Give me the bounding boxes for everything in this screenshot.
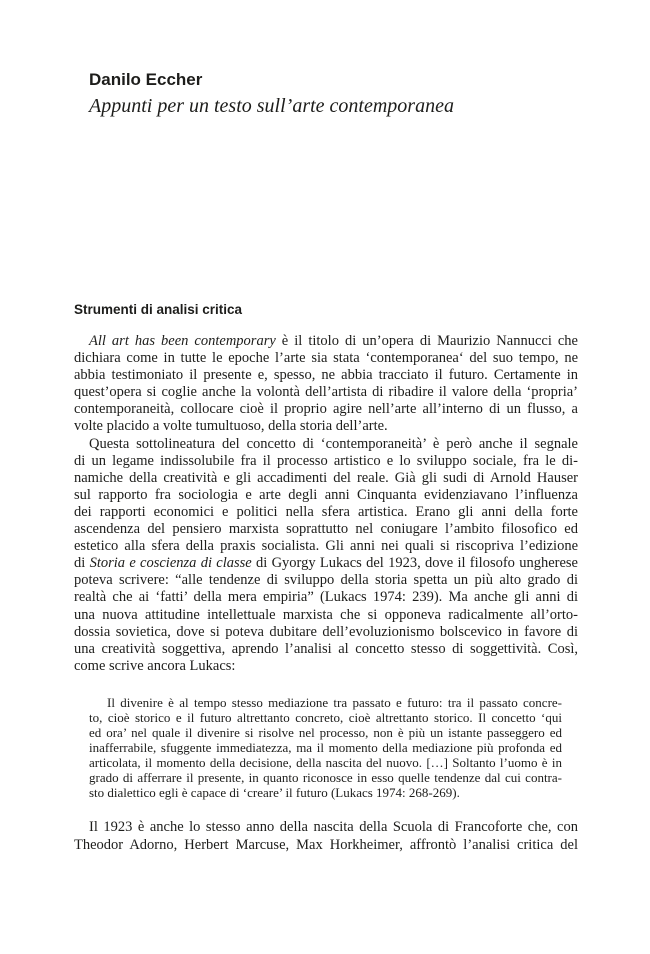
- text-line: di un legame indissolubile fra il processo artistico e lo sviluppo sociale, fra le di-: [74, 452, 578, 469]
- text-line: contemporaneità, collocare cioè il proprio agire nell’arte all’interno di un flusso, a: [74, 401, 578, 418]
- text-line: come scrive ancora Lukacs:: [74, 657, 236, 674]
- text-line: estetico alla sfera della praxis socialista. Gli anni nei quali si riscopriva l’edizione: [74, 538, 578, 555]
- text-line: Il 1923 è anche lo stesso anno della nascita della Scuola di Francoforte che, con: [89, 819, 578, 835]
- text-line: abbia testimoniato il presente e, spesso, ne abbia tracciato il futuro. Certamente in: [74, 367, 578, 384]
- text-line: articolata, il momento della decisione, della nascita del nuovo. […] Soltanto l’uomo è in: [89, 755, 562, 770]
- text-line: [74, 555, 578, 572]
- text-line: dei rapporti economici e politici nella sfera artistica. Erano gli anni della forte: [74, 503, 578, 520]
- text-line: ed ora’ nel quale il divenire si risolve nel processo, non è più un istante passeggero ed: [89, 725, 562, 740]
- paragraph-1: [74, 333, 578, 436]
- text-line: sul rapporto fra sociologia e arte degli anni Cinquanta evidenziavano l’influenza: [74, 486, 578, 503]
- section-heading: Strumenti di analisi critica: [74, 302, 243, 317]
- text-segment: è il titolo di un’opera di Maurizio Nannucci che: [275, 333, 578, 349]
- text-line: realtà che ai ‘fatti’ della mera empiria” (Lukacs 1974: 239). Ma anche gli anni di: [74, 589, 578, 606]
- italic-title-text: Storia e coscienza di classe: [89, 555, 252, 572]
- text-line: inafferrabile, sfuggente immediatezza, ma il momento della mediazione più profonda ed: [89, 740, 562, 755]
- author-name: Danilo Eccher: [89, 70, 203, 89]
- text-line: quest’opera si coglie anche la volontà dell’artista di ribadire il valore della ‘propria’: [74, 384, 578, 401]
- text-line: [74, 333, 578, 350]
- text-line: una nuova attitudine intellettuale marxista che si opponeva radicalmente all’orto-: [74, 606, 578, 623]
- text-line: sto dialettico egli è capace di ‘creare’ il futuro (Lukacs 1974: 268-269).: [89, 785, 460, 800]
- text-line: dichiara come in tutte le epoche l’arte sia stata ‘contemporanea‘ del suo tempo, ne: [74, 350, 578, 367]
- text-line: volte placido a volte tumultuoso, della storia dell’arte.: [74, 418, 388, 435]
- italic-title-text: All art has been contemporary: [89, 333, 276, 349]
- paragraph-2: [74, 436, 578, 675]
- text-line: Il divenire è al tempo stesso mediazione tra passato e futuro: tra il passato concre-: [107, 695, 562, 710]
- text-line: to, cioè storico e il futuro altrettanto concreto, cioè altrettanto storico. Il concetto ‘qui: [89, 710, 562, 725]
- text-segment: di Gyorgy Lukacs del 1923, dove il filosofo ungherese: [251, 555, 578, 572]
- text-segment: di: [74, 555, 90, 572]
- text-line: poteva scrivere: “alle tendenze di sviluppo della storia spetta un più alto grado di: [74, 572, 578, 589]
- text-line: dossia sovietica, dove si poteva dubitare dell’evoluzionismo bolscevico in favore di: [74, 623, 578, 640]
- paragraph-3: [74, 819, 578, 854]
- article-title: Appunti per un testo sull’arte contemporanea: [89, 95, 454, 117]
- text-line: grado di afferrare il presente, in quanto riconosce in esso quelle tendenze dal cui contra-: [89, 770, 562, 785]
- text-line: namiche della creatività e gli accadimenti del reale. Già gli sudi di Arnold Hauser: [74, 469, 578, 486]
- text-line: ascendenza del pensiero marxista soprattutto nel coniugare l’ambito filosofico ed: [74, 521, 578, 538]
- text-line: Theodor Adorno, Herbert Marcuse, Max Horkheimer, affrontò l’analisi critica del: [74, 836, 578, 853]
- text-line: Questa sottolineatura del concetto di ‘contemporaneità’ è però anche il segnale: [89, 435, 578, 452]
- text-line: una creatività soggettiva, aprendo l’analisi al concetto stesso di soggettività. Così,: [74, 640, 578, 657]
- block-quote: [89, 695, 562, 800]
- body-text: [74, 333, 578, 675]
